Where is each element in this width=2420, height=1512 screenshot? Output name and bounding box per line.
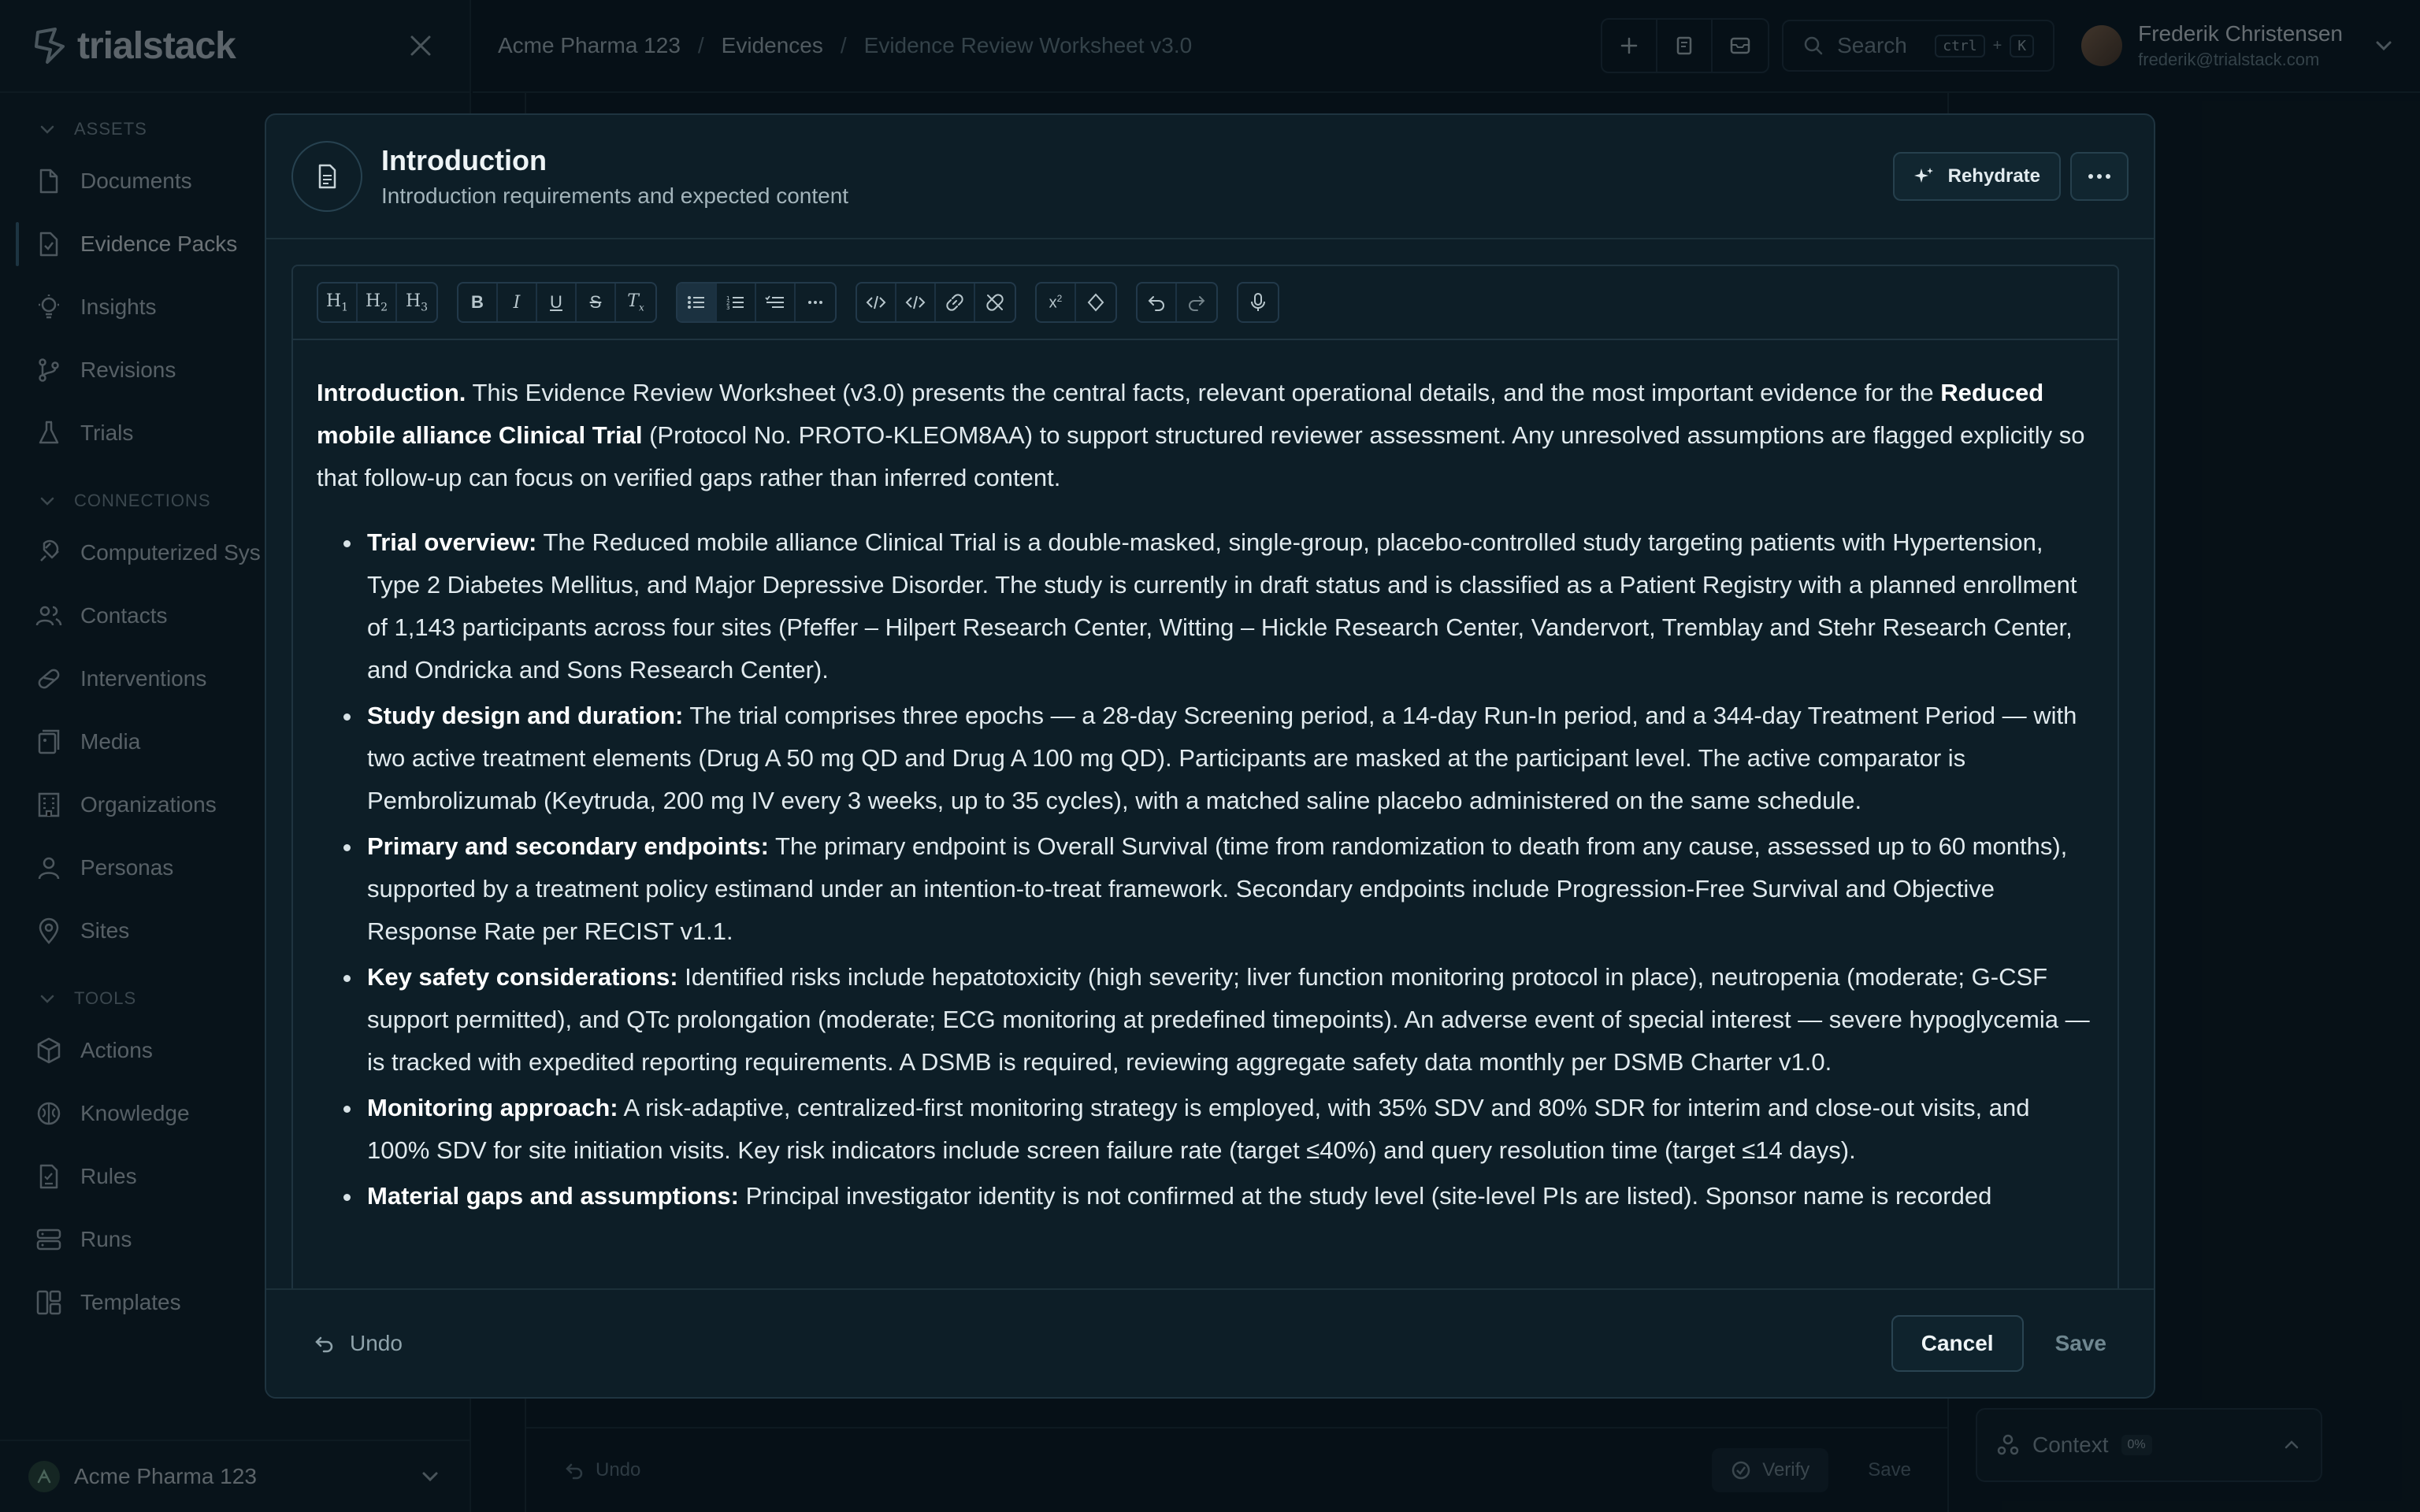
highlight-button[interactable] — [1076, 284, 1115, 321]
svg-text:2: 2 — [726, 300, 730, 306]
intro-text-1: This Evidence Review Worksheet (v3.0) presents the central facts, relevant operational details, and the most important evidence for the — [466, 379, 1941, 406]
list-item-lead: Trial overview: — [367, 528, 537, 556]
task-list-button[interactable] — [756, 284, 796, 321]
ellipsis-icon — [2088, 173, 2111, 180]
microphone-icon — [1249, 292, 1267, 313]
modal-header — [266, 115, 2154, 239]
heading-3-button[interactable] — [397, 284, 436, 321]
task-list-icon — [765, 295, 785, 310]
list-item — [343, 521, 2094, 691]
heading-3-icon: $H_3$ — [405, 291, 429, 314]
heading-1-button[interactable] — [318, 284, 358, 321]
code-icon — [866, 295, 886, 310]
editor-content[interactable] — [293, 340, 2118, 1217]
dictation-button[interactable] — [1238, 284, 1278, 321]
list-item-text: Principal investigator identity is not confirmed at the study level (site-level PIs are listed). Sponsor name is recorded — [739, 1182, 1992, 1210]
sparkles-icon — [1913, 165, 1936, 187]
list-item-lead: Monitoring approach: — [367, 1094, 618, 1121]
cancel-button[interactable]: Cancel — [1891, 1315, 2024, 1372]
code-block-button[interactable] — [896, 284, 936, 321]
underline-icon: U — [550, 292, 562, 312]
svg-text:3: 3 — [726, 305, 730, 310]
undo-icon — [1147, 294, 1166, 311]
superscript-button[interactable] — [1037, 284, 1076, 321]
unlink-button[interactable] — [975, 284, 1015, 321]
underline-button[interactable] — [537, 284, 577, 321]
link-icon — [945, 293, 964, 312]
list-item — [343, 1175, 2094, 1217]
strikethrough-button[interactable] — [577, 284, 616, 321]
bullet-list-button[interactable] — [677, 284, 717, 321]
save-button[interactable]: Save — [2054, 1331, 2106, 1355]
modal-subtitle: Introduction requirements and expected content — [381, 183, 849, 208]
rehydrate-button[interactable] — [1893, 152, 2061, 201]
redo-button[interactable] — [1177, 284, 1216, 321]
rehydrate-label: Rehydrate — [1947, 165, 2040, 187]
redo-icon — [1187, 294, 1206, 311]
voice-group — [1237, 282, 1279, 323]
section-editor-modal — [265, 113, 2155, 1399]
insert-group — [1035, 282, 1117, 323]
format-group — [457, 282, 657, 323]
list-item — [343, 825, 2094, 953]
heading-group — [317, 282, 438, 323]
intro-paragraph — [317, 372, 2094, 499]
code-link-group — [856, 282, 1016, 323]
strikethrough-icon: S — [589, 292, 602, 312]
heading-2-icon: $H_2$ — [365, 291, 388, 314]
list-item — [343, 695, 2094, 822]
list-item-lead: Primary and secondary endpoints: — [367, 832, 769, 860]
more-list-button[interactable] — [796, 284, 835, 321]
list-item-text: The primary endpoint is Overall Survival (time from randomization to death from any cause, assessed up to 60 months), supported by a treatment policy estimand under an intention-to-treat framework. Secondary endpoints include Progression-Free Survival and Objective Response Rate per RECIST v1.1. — [367, 832, 2068, 945]
diamond-icon — [1087, 293, 1104, 312]
ordered-list-button[interactable] — [717, 284, 756, 321]
heading-1-icon: $H_1$ — [325, 291, 349, 314]
link-button[interactable] — [936, 284, 975, 321]
modal-footer — [266, 1288, 2154, 1397]
list-item-lead: Study design and duration: — [367, 702, 684, 729]
summary-list — [317, 521, 2094, 1217]
superscript-icon: $x^2$ — [1049, 292, 1063, 312]
rich-text-editor — [291, 265, 2119, 1399]
undo-icon — [314, 1333, 336, 1354]
italic-icon: I — [513, 292, 521, 313]
list-item-text: Identified risks include hepatotoxicity (high severity; liver function monitoring protocol in place), neutropenia (moderate; G-CSF support permitted), and QTc prolongation (moderate; ECG monitoring at predefined timepoints). An adverse event of special interest — severe hypoglycemia — is tracked with expedited reporting requirements. A DSMB is required, reviewing aggregate safety data monthly per DSMB Charter v1.0. — [367, 963, 2090, 1076]
list-group — [676, 282, 837, 323]
ellipsis-icon — [807, 300, 823, 305]
italic-button[interactable] — [498, 284, 537, 321]
list-item-lead: Material gaps and assumptions: — [367, 1182, 739, 1210]
list-item — [343, 1087, 2094, 1172]
clear-format-icon: $T_x$ — [627, 291, 644, 313]
intro-trial-name: Reduced mobile alliance Clinical Trial — [317, 379, 2044, 449]
history-group — [1136, 282, 1218, 323]
list-item-text: The Reduced mobile alliance Clinical Trial is a double-masked, single-group, placebo-controlled study targeting patients with Hypertension, Type 2 Diabetes Mellitus, and Major Depressive Disorder. The study is currently in draft status and is classified as a Patient Registry with a planned enrollment of 1,143 participants across four sites (Pfeffer – Hilpert Research Center, Witting – Hickle Research Center, Vandervort, Tremblay and Stehr Research Center, and Ondricka and Sons Research Center). — [367, 528, 2077, 684]
more-options-button[interactable] — [2070, 152, 2129, 201]
inline-code-button[interactable] — [857, 284, 896, 321]
unlink-icon — [985, 293, 1004, 312]
list-item-lead: Key safety considerations: — [367, 963, 678, 991]
modal-title: Introduction — [381, 144, 547, 176]
document-icon — [291, 141, 362, 212]
list-item-text: A risk-adaptive, centralized-first monitoring strategy is employed, with 35% SDV and 80% SDR for interim and close-out visits, and 100% SDV for site initiation visits. Key risk indicators include screen failure rate (target ≤40%) and query resolution time (target ≤14 days). — [367, 1094, 2030, 1164]
ordered-list-icon — [726, 295, 745, 310]
clear-format-button[interactable] — [616, 284, 655, 321]
intro-lead: Introduction. — [317, 379, 466, 406]
editor-toolbar — [293, 266, 2118, 340]
bullet-list-icon — [687, 295, 706, 310]
code-block-icon — [905, 295, 926, 310]
undo-button[interactable] — [1138, 284, 1177, 321]
bold-button[interactable] — [458, 284, 498, 321]
list-item-text: The trial comprises three epochs — a 28-day Screening period, a 14-day Run-In period, and a 344-day Treatment Period — with two active treatment elements (Drug A 50 mg QD and Drug A 100 mg QD). Participants are masked at the participant level. The active comparator is Pembrolizumab (Keytruda, 200 mg IV every 3 weeks, up to 35 cycles), with a matched saline placebo administered on the same schedule. — [367, 702, 2077, 814]
heading-2-button[interactable] — [358, 284, 397, 321]
list-item — [343, 956, 2094, 1084]
modal-undo-button[interactable] — [314, 1331, 403, 1356]
intro-text-2: (Protocol No. PROTO-KLEOM8AA) to support structured reviewer assessment. Any unresolved assumptions are flagged explicitly so that follow-up can focus on verified gaps rather than inferred content. — [317, 421, 2085, 491]
undo-label: Undo — [350, 1331, 403, 1355]
bold-icon: B — [471, 292, 484, 312]
svg-text:1: 1 — [726, 295, 730, 302]
